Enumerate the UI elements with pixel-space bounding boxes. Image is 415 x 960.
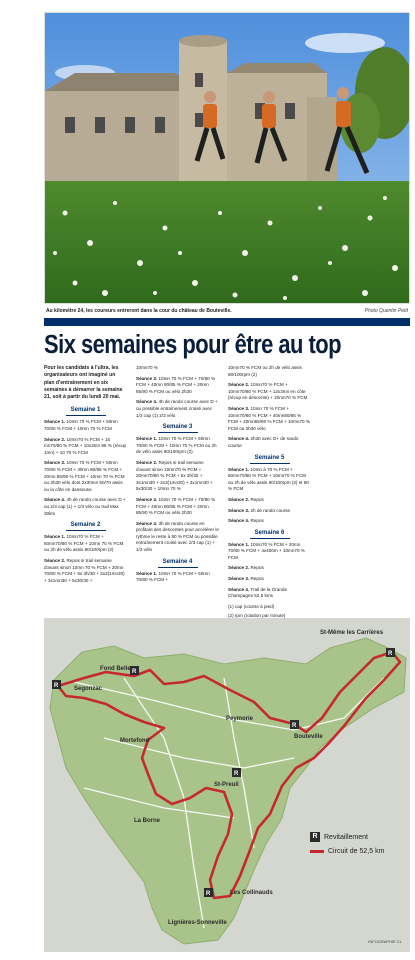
circuit-line-icon bbox=[310, 850, 324, 853]
training-session bbox=[136, 436, 219, 456]
session-text: Repos bbox=[250, 496, 264, 502]
training-session bbox=[136, 399, 219, 419]
session-text: 2h30 avec D+ de rando course bbox=[228, 436, 299, 448]
session-text: 10mn 70 % FCM + 70/80 % FCM + 40mn 80/85 % FCM + 20mn 85/90 % FCM ou vélo 2h30 bbox=[136, 375, 216, 394]
training-session bbox=[228, 406, 311, 432]
session-label: Séance 4. bbox=[136, 399, 158, 405]
svg-text:R: R bbox=[388, 651, 393, 657]
continued-text: 10mn70 % FCM ou 2h de vélo assis 80/100rpm (2) bbox=[228, 365, 302, 377]
place-st-preuil: St-Preuil bbox=[214, 782, 239, 788]
footnote: (2) rpm (rotation par minute) bbox=[228, 613, 286, 619]
svg-text:R: R bbox=[292, 723, 297, 729]
session-label: Séance 3. bbox=[228, 405, 250, 411]
week-heading: Semaine 4 bbox=[136, 558, 219, 568]
route-map bbox=[44, 618, 410, 952]
training-session bbox=[136, 497, 219, 517]
session-text: Repos si trail semaine d'avant sinon 10mn70 % FCM + 20mn70/80 % FCM + 5x 3h/30 + 3x1mn30 + 3x3(1mn30) + 3x1mn30 + 5x30/30 + 10mn 70 % bbox=[136, 459, 213, 492]
place-les-collinauds: Les Collinauds bbox=[230, 890, 273, 896]
week-heading: Semaine 6 bbox=[228, 529, 311, 539]
column-3-blocks bbox=[228, 365, 311, 620]
training-session bbox=[136, 571, 219, 584]
place-la-borne: La Borne bbox=[134, 818, 161, 824]
session-label: Séance 4. bbox=[228, 518, 250, 524]
refuel-icon: R bbox=[310, 832, 320, 842]
session-label: Séance 4. bbox=[44, 497, 66, 503]
column-2-blocks bbox=[136, 365, 219, 584]
session-label: Séance 1. bbox=[136, 570, 158, 576]
session-text: 10mn 70 % FCM + 50mn 70/80 % FCM + 10mn 70 % FCM ou 2h de vélo assis 80/100rpm (2) bbox=[136, 436, 217, 455]
session-label: Séance 3. bbox=[136, 375, 158, 381]
continued-text: 10mn70 % bbox=[136, 365, 158, 370]
article-body bbox=[44, 365, 410, 619]
session-label: Séance 1. bbox=[44, 419, 66, 425]
training-session bbox=[136, 460, 219, 493]
session-text: Repos si trail semaine d'avant sinon 10mn 70 % FCM + 20mn 70/80 % FCM + 5x 3h/30 + 3x3(1mn30) + 3x1mn30 + 5x30/30 + bbox=[44, 557, 125, 583]
place-bouteville: Bouteville bbox=[294, 734, 323, 740]
session-label: Séance 3. bbox=[228, 507, 250, 513]
session-label: Séance 3. bbox=[136, 496, 158, 502]
legend-refuel bbox=[310, 832, 368, 842]
session-text: Repos bbox=[250, 518, 264, 524]
training-session bbox=[44, 419, 127, 432]
hero-photo bbox=[44, 12, 410, 304]
article-column-3 bbox=[228, 365, 311, 620]
session-text: 10mn 70 % FCM + 50mn 70/80 % FCM + bbox=[136, 570, 210, 583]
session-label: Séance 2. bbox=[228, 382, 250, 388]
session-label: Séance 2. bbox=[228, 496, 250, 502]
map-legend bbox=[310, 832, 406, 862]
session-text: 10mn70 % FCM + 50mn70/80 % FCM + 10mn 70 % FCM ou 2h de vélo assis 80/100rpm (2) bbox=[44, 534, 124, 553]
session-text: Repos bbox=[250, 565, 264, 571]
session-label: Séance 2. bbox=[136, 459, 158, 465]
session-text: 10mn70 % FCM + 10mn70/80 % FCM + 12x3mn en côte (récup en descente) + 10mn70 % FCM bbox=[228, 382, 308, 401]
training-session bbox=[228, 467, 311, 493]
session-text: 10mn70 % FCM + 20mn 70/80 % FCM + 4x400m + 10mn70 % FCM bbox=[228, 541, 305, 560]
training-session bbox=[44, 534, 127, 554]
legend-circuit-label: Circuit de 52,5 km bbox=[328, 848, 385, 855]
session-label: Séance 2. bbox=[44, 436, 66, 442]
svg-text:R: R bbox=[132, 669, 137, 675]
title-bar bbox=[44, 318, 410, 326]
training-session bbox=[44, 497, 127, 517]
article-headline: Six semaines pour être au top bbox=[44, 331, 342, 359]
training-session bbox=[44, 460, 127, 493]
week-heading: Semaine 5 bbox=[228, 454, 311, 464]
week-heading: Semaine 2 bbox=[44, 521, 127, 531]
column-1-blocks bbox=[44, 406, 127, 584]
map-credit: INFOGRAPHIE CL bbox=[368, 939, 402, 944]
training-session bbox=[228, 382, 311, 402]
article-column-1 bbox=[44, 365, 127, 588]
session-label: Séance 1. bbox=[136, 436, 158, 442]
session-text: 10mn 70 % FCM + 70/80 % FCM + 40mn 80/85 % FCM + 20mn 85/90 % FCM ou vélo 2h30 bbox=[136, 496, 216, 516]
session-text: 4h de rando course avec D + ou 2/3 cap (1) + 1/3 vélo ou trail Max 30km bbox=[44, 497, 126, 516]
place-lignieres: Lignières-Sonneville bbox=[168, 920, 227, 926]
article-lead: Pour les candidats à l'ultra, les organisateurs ont imaginé un plan d'entraînement en six semaines à démarrer la semaine 21, soit à partir du lundi 20 mai. bbox=[44, 365, 123, 401]
training-session bbox=[44, 437, 127, 457]
place-st-meme: St-Même les Carrières bbox=[320, 630, 384, 636]
training-session bbox=[228, 587, 311, 600]
photo-credit: Photo Quentin Petit bbox=[364, 308, 408, 314]
photo-caption bbox=[44, 305, 410, 317]
place-fond-belle: Fond Belle bbox=[100, 666, 131, 672]
session-label: Séance 4. bbox=[228, 586, 250, 592]
session-label: Séance 2. bbox=[228, 565, 250, 571]
place-peymorie: Peymorie bbox=[226, 716, 254, 722]
session-text: 10mn 70 % FCM + 50mn 70/80 % FCM + 10mn 70 % FCM bbox=[44, 419, 118, 432]
session-text: 10mn70 % FCM + 15 mn70/80 % FCM + 10x3mn 85 % (récup 1mn) + 10 70 % FCM bbox=[44, 436, 127, 455]
week-heading: Semaine 3 bbox=[136, 423, 219, 433]
svg-text:R: R bbox=[206, 891, 211, 897]
training-session bbox=[228, 497, 311, 504]
session-text: 2h de rando course bbox=[250, 507, 291, 513]
training-session bbox=[228, 518, 311, 525]
session-text: Trail de la Grande Champagne 52,5 kms bbox=[228, 586, 288, 599]
session-label: Séance 4. bbox=[136, 520, 158, 526]
training-session bbox=[228, 576, 311, 583]
caption-text: Au kilomètre 24, les coureurs entreront dans la cour du château de Bouteville. bbox=[46, 308, 232, 314]
training-session bbox=[136, 376, 219, 396]
session-text: 10mn 70 % FCM + 50mn 70/80 % FCM + 40mn 80/85 % FCM + 20mn 85/90 % FCM + 10mn 70 % FCM ou 2h30 vélo dont 2x30mn 50/70 assis ou la côte en danseuse. bbox=[44, 460, 125, 492]
week-heading: Semaine 1 bbox=[44, 406, 127, 416]
article-column-2 bbox=[136, 365, 219, 588]
session-text: 4h de rando course avec D + ou possible entraînement croisé avec 1/3 cap (1) 2/3 vélo bbox=[136, 399, 218, 418]
session-label: Séance 1. bbox=[228, 541, 250, 547]
session-label: Séance 2. bbox=[44, 557, 66, 563]
training-session bbox=[228, 508, 311, 515]
training-session bbox=[228, 542, 311, 562]
place-segonzac: Segonzac bbox=[74, 686, 103, 692]
svg-text:R: R bbox=[234, 771, 239, 777]
legend-refuel-label: Revitaillement bbox=[324, 833, 368, 841]
training-session bbox=[228, 436, 311, 449]
svg-text:R: R bbox=[54, 683, 59, 689]
legend-circuit bbox=[310, 848, 384, 855]
session-label: Séance 3. bbox=[44, 460, 66, 466]
footnote: (1) cap (course à pied) bbox=[228, 603, 275, 609]
training-session bbox=[44, 558, 127, 584]
photo-illustration bbox=[45, 13, 410, 304]
session-text: Repos bbox=[250, 576, 264, 582]
session-text: 10mn 70 % FCM + 10mn70/80 % FCM + 40mn80/85 % FCM + 20mn85/90 % FCM + 10mn70 % FCM ou 2h30 vélo bbox=[228, 405, 310, 431]
session-label: Séance 1. bbox=[228, 466, 250, 472]
session-label: Séance 3. bbox=[228, 576, 250, 582]
training-session bbox=[136, 521, 219, 554]
place-mortefond: Mortefond bbox=[120, 738, 150, 744]
session-label: Séance 1. bbox=[44, 534, 66, 540]
training-session bbox=[228, 565, 311, 572]
session-text: 10mn à 70 % FCM + 50mn70/80 % FCM + 10mn70 % FCM ou 2h de vélo assis 80/100rpm (2) et 80 % FCM bbox=[228, 466, 309, 492]
session-text: 3h de rando course en profitant des descentes pour accélérer le rythme le reste à 80 % FCM ou possible entraînement croisé avec 2/3 cap (1) + 1/3 vélo bbox=[136, 520, 219, 553]
session-label: Séance 4. bbox=[228, 436, 250, 442]
